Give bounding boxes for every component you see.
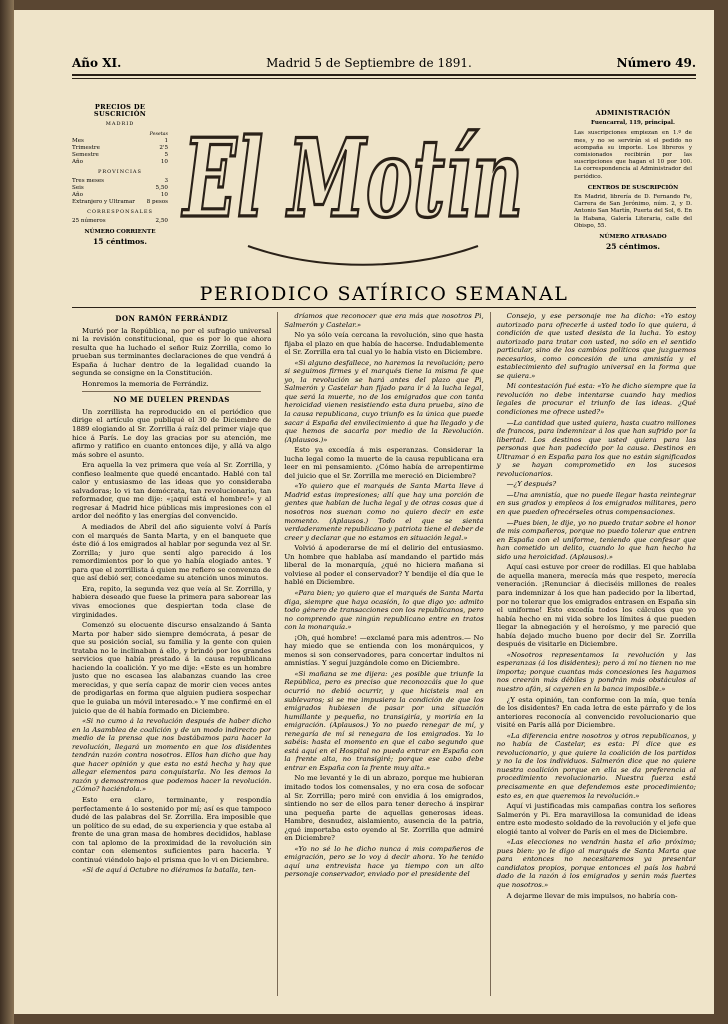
administration-heading: ADMINISTRACIÓN (595, 109, 671, 117)
price-row: Seis 5,50 (72, 185, 168, 192)
column-1 (72, 312, 271, 996)
masthead-header (72, 56, 696, 70)
centers-heading: CENTROS DE SUSCRIPCIÓN (587, 184, 679, 191)
paragraph: Honremos la memoria de Ferrándiz. (82, 379, 209, 388)
masthead-logo (178, 96, 528, 276)
paragraph: Comenzó su elocuente discurso ensalzando á Santa Marta por haber sido siempre demócrata, á pesar de que su posición social, su familia y la gente con quien trataba no le inclinaban á ello, y brindó por los grandes servicios que había prestado á la causa republicana haciendo la coalición. Y yo me dije: «Este es un hombre justo que no escasea las alabanzas cuando las cree merecidas, y que sería capaz de morir cien veces antes de prodigarlas en forma que alguien pudiera sospechar que le guiaba un móvil interesado.» Y me confirmé en el juicio que de él había formado en Diciembre. (72, 621, 272, 715)
masthead-title: El Motín (181, 116, 524, 242)
paragraph: Murió por la República, no por el sufragio universal ni la revisión constitucional, que es por lo que ahora resulta que ha luchado el señor Ruiz Zorrilla, como lo prueban sus terminantes declaraciones de que vendrá á España á luchar dentro de la legalidad cuando la segunda se consigne en la Constitución. (72, 326, 272, 378)
paragraph: —Pues bien, le dije, yo no puedo tratar sobre el honor de mis compañeros, porque no puedo tolerar que entren en España con el uniforme, teniendo que confesar que han cometido un delito, cuando lo que han hecho ha sido una heroicidad. (Aplausos).» (496, 518, 696, 561)
paragraph: dríamos que reconocer que era más que nosotros Pi, Salmerón y Castelar.» (284, 312, 484, 329)
subscription-prices-box (72, 104, 168, 245)
issue-year: Año XI. (72, 56, 122, 70)
issue-number: Número 49. (616, 56, 696, 70)
paragraph: Aquí vi justificadas mis campañas contra los señores Salmerón y Pi. Era maravillosa la comunidad de ideas entre este modesto soldado de la revolución y el jefe que elogié tanto al volver de París en el mes de Diciembre. (496, 802, 696, 836)
paragraph: ¡Oh, qué hombre! —exclamé para mis adentros.— No hay miedo que se entienda con los monárquicos, y menos si son conservadores, para concertar indultos ni amnistías. Y seguí juzgándole como en Diciembre. (284, 633, 484, 668)
price-row: Tres meses 3 (72, 177, 168, 184)
paragraph: «Yo quiero que el marqués de Santa Marta lleve á Madrid estas impresiones; allí que hay una porción de gentes que hablan de lucha legal y de otras cosas que á nosotros nos suenan como no quiero decir en este momento. (Aplausos.) Todo el que se sienta verdaderamente republicano y patriota tiene el deber de creer y declarar que no estamos en situación legal.» (284, 482, 484, 542)
paragraph: ¿Y esta opinión, tan conforme con la mía, que tenía de los disidentes? En cada letra de este párrafo y de los anteriores reconocía al convencido revolucionario que visité en París allá por Diciembre. (496, 695, 696, 730)
centers-text: En Madrid, librería de D. Fernando Fe, Carrera de San Jerónimo, núm. 2, y D. Antonio San Martín, Puerta del Sol, 6. En la Habana, Galería Literaria, calle del Obispo, 55. (574, 194, 692, 229)
price-row: Extranjero y Ultramar 8 pesos (72, 199, 168, 206)
paragraph: Consejo, y ese personaje me ha dicho: «Yo estoy autorizado para ofrecerle á usted todo lo que quiera, á condición de que usted desista de la lucha. Yo estoy autorizado para tratar con usted, no sólo en el sentido particular, sino de los cambios políticos que juzguemos necesarios, como concesión de una amnistía y el establecimiento del sufragio universal en la forma que se quiera.» (496, 312, 696, 380)
paragraph: —La cantidad que usted quiera, hasta cuatro millones de francos, para indemnizar á los que han sufrido por la libertad. Los destinos que usted quiera para las personas que han padecido por la causa. Destinos en Ultramar ó en España para los que no están significados y se hayan comprometido en los sucesos revolucionarios. (496, 418, 696, 478)
back-issue-label: NÚMERO ATRASADO (599, 234, 667, 241)
header-rule-top (72, 74, 696, 76)
masthead-subtitle: PERIODICO SATÍRICO SEMANAL (199, 283, 569, 305)
paragraph: «Yo no sé lo he dicho nunca á mis compañeros de emigración, pero se lo voy á decir ahora. Yo he tenido aquí una entrevista hace ya tiempo con un alto personaje conservador, enviado por el presidente del (284, 844, 484, 879)
madrid-unit: Pesetas (149, 131, 168, 137)
provincias-label: PROVINCIAS (98, 168, 142, 175)
paragraph: «Si alguno desfallece, no haremos la revolución; pero si seguimos firmes y el marqués tiene la misma fe que yo, la revolución se hará antes del plazo que Pi, Salmerón y Castelar han fijado para ir á la lucha legal, que será la muerte, no de los emigrados que con tanta heroicidad vienen resistiendo esta dura prueba, sino de la causa republicana, cuyo triunfo es la única que puede sacar á España del envilecimiento á que ha llegado y de que hemos de sacarla por medio de la Revolución. (Aplausos.)» (284, 358, 484, 444)
column-2 (277, 312, 483, 996)
article-separator (82, 391, 261, 392)
column-3 (490, 312, 696, 996)
corresponsales-label: CORRESPONSALES (87, 208, 153, 215)
header-rule-bottom (72, 78, 696, 79)
paragraph: «La diferencia entre nosotros y otros republicanos, y no había de Castelar, es esta: Pí dice que es revolucionario, y que quiere la coalición de los partidos y no la de los individuos. Salmerón dice que no quiere nuestra coalición porque en ella se da preferencia al procedimiento revolucionario. Nuestra fuerza está precisamente en que defendemos este procedimiento; esto es, en que queremos la revolución.» (496, 731, 696, 800)
current-issue-price: 15 céntimos. (93, 237, 147, 247)
paragraph: Esto era claro, terminante, y respondía perfectamente á lo sostenido por mí; así es que tampoco dudé de las palabras del Sr. Zorrilla. Era imposible que un político de su edad, de su experiencia y que estaba al frente de una gran masa de hombres decididos, hablase con tal aplomo de la proximidad de la revolución sin contar con elementos suficientes para hacerla. Y continué viéndolo bajo el prisma que lo vi en Diciembre. (72, 795, 272, 864)
paragraph: Aquí casi estuve por creer de rodillas. El que hablaba de aquella manera, merecía más que respeto, merecía veneración. ¡Renunciar á dieciséis millones de reales para indemnizar á los que han padecido por la libertad, por no tolerar que los emigrados entrasen en España sin el uniforme! Esto excedía todos los cálculos que yo había hecho en mi vida sobre los límites á que pueden llegar la abnegación y el heroísmo, y me pareció que había dejado mucho bueno por decir del Sr. Zorrilla después de visitarle en Diciembre. (496, 563, 696, 649)
masthead-flourish (248, 246, 478, 265)
article-heading: DON RAMÓN FERRÁNDIZ (115, 314, 228, 323)
price-row: Año 10 (72, 159, 168, 166)
paragraph: Mi contestación fué esta: «Yo he dicho siempre que la revolución no debe intentarse cuando hay medios legales de procurar el triunfo de las ideas. ¿Qué condiciones me ofrece usted?» (496, 382, 696, 417)
article-heading: NO ME DUELEN PRENDAS (113, 395, 230, 405)
administration-address: Fuencarral, 119, principal. (591, 120, 675, 127)
paragraph: A mediados de Abril del año siguiente volví á París con el marqués de Santa Marta, y en el banquete que éste dió á los emigrados al hablar por segunda vez al Sr. Zorrilla; y juro que sentí algo parecido á los remordimientos por lo que yo había elogiado antes. Y para que el zorrillista á quien me refiero se convenza de que así debió ser, concedame su atención unos minutos. (72, 523, 272, 583)
paragraph: «Para bien; yo quiero que el marqués de Santa Marta diga, siempre que haya ocasión, lo que digo yo: admito todo género de transacciones con los republicanos, pero no comprendo que ningún republicano entre en tratos con la monarquía.» (284, 588, 484, 632)
price-row: Trimestre 2'5 (72, 145, 168, 152)
price-row: Semestre 5 (72, 152, 168, 159)
price-row: Mes 1 (72, 137, 168, 144)
back-issue-price: 25 céntimos. (606, 242, 660, 252)
paragraph: «Nosotros representamos la revolución y las esperanzas (á los disidentes); pero á mí no tienen no me importa; porque cuantas más concesiones les hagamos nos creerán más débiles y pondrán más obstáculos al nuestro afán, si cayeren en la banca imposible.» (496, 650, 696, 693)
paragraph: Esto ya excedía á mis esperanzas. Considerar la lucha legal como la muerte de la causa republicana era leer en mi pensamiento. ¿Cómo había de arrepentirme del juicio que el Sr. Zorrilla me mereció en Diciembre? (284, 446, 484, 480)
paragraph: A dejarme llevar de mis impulsos, no habría con- (506, 891, 678, 900)
administration-box (574, 110, 692, 250)
paragraph: Un zorrillista ha reproducido en el periódico que dirige el artículo que publiqué el 30 de Diciembre de 1889 elogiando al Sr. Zorrilla á raíz del primer viaje que hice á París. Le doy las gracias por su atención, me afirmo y ratifico en cuanto entonces dije, y allá va algo más sobre el asunto. (72, 407, 272, 459)
current-issue-label: NÚMERO CORRIENTE (84, 229, 156, 236)
price-row: 25 números 2,50 (72, 217, 168, 224)
place-date: Madrid 5 de Septiembre de 1891. (266, 56, 472, 70)
madrid-label: MADRID (105, 121, 135, 128)
article-columns (72, 312, 696, 996)
paragraph: «Si mañana se me dijera: ¿es posible que triunfe la República, pero es preciso que reconozcáis que lo que ocurrió no debió ocurrir, y que hicisteis mal en sublevaros; si se me impusiera la condición de que los emigrados hubiesen de pasar por una situación humillante y pequeña, no transigiría, y moriría en la emigración. (Aplausos.) Yo no puedo renegar de mí, y renegaría de mí si renegara de los emigrados. Ya lo sabéis: hasta el momento en que el cabo segundo que está aquí en el Hospital no pueda entrar en España con la frente alta, no transigiré; porque ese cabo debe entrar en España con la frente muy alta.» (284, 669, 484, 772)
book-spine (0, 0, 14, 1024)
price-row: Año 10 (72, 192, 168, 199)
subscription-heading: PRECIOS DE SUSCRICIÓN (93, 103, 147, 119)
paragraph: —¿Y después? (506, 480, 557, 489)
paragraph: Volvió á apoderarse de mí el delirio del entusiasmo. Un hombre que hablaba así mandando el partido más liberal de la monarquía, ¿qué no hiciera mañana si volviese al poder el conservador? Y bendije el día que le hablé en Diciembre. (284, 544, 484, 587)
paragraph: «Las elecciones no vendrán hasta el año próximo; pues bien: yo le digo al marqués de Santa Marta que para entonces no necesitaremos ya presentar candidatos propios, porque entonces el país los habrá dado de la razón á los emigrados y serán más fuertes que nosotros.» (496, 838, 696, 889)
paragraph: «Si de aquí á Octubre no diéramos la batalla, ten- (82, 866, 257, 875)
paragraph: No me levanté y le di un abrazo, porque me hubieran imitado todos los comensales, y no era cosa de sofocar al Sr. Zorrilla; pero miré con envidia á los emigrados, sintiendo no ser de ellos para tener derecho á inspirar una pequeña parte de aquellas generosas ideas. Hambre, desnudez, aislamiento, ausencia de la patria, ¿qué importaba esto oyendo al Sr. Zorrilla que admiré en Diciembre? (284, 774, 484, 843)
paragraph: Era aquella la vez primera que veía al Sr. Zorrilla, y confieso lealmente que quedé encantado. Hablé con tal calor y entusiasmo de las ideas que yo consideraba salvadoras; lo vi tan demócrata, tan revolucionario, tan reformador, que me dije: «¡aquí está el hombre!» y al regresar á Madrid hice públicas mis impresiones con el ardor del neófito y las energías del convencido. (72, 461, 272, 521)
paragraph: «Si no cumo á la revolución después de haber dicho en la Asamblea de coalición y de un modo indirecto por medio de la prensa que nos bastábamos para hacer la revolución, llegará un momento en que los disidentes tendrán razón contra nosotros. Ellos han dicho que hay que hacer opinión y que esta no está hecha y hay que allegar elementos para conquistarla. No les demos la razón y demostremos que podemos hacer la revolución. ¿Cómo? haciéndola.» (72, 717, 272, 794)
paragraph: Era, repito, la segunda vez que veía al Sr. Zorrilla, y habiera deseado que fuese la primera para saborear las vivas emociones que despiertan toda clase de virginidades. (72, 584, 272, 619)
columns-rule (72, 307, 696, 308)
paragraph: —Una amnistía, que no puede llegar hasta reintegrar en sus grados y empleos á los emigrados militares, pero en que pueden ofrecérseles otras compensaciones. (496, 490, 696, 517)
administration-notes: Las suscripciones empiezan en 1.º de mes, y no se servirán si el pedido no acompaña su importe. Los libreros y comisionados recibirán por las suscripciones que hagan el 10 por 100. La correspondencia al Administrador del periódico. (574, 130, 692, 180)
paragraph: No ya sólo veía cercana la revolución, sino que hasta fijaba el plazo en que había de hacerse. Indudablemente el Sr. Zorrilla era tal cual yo le había visto en Diciembre. (284, 331, 484, 357)
